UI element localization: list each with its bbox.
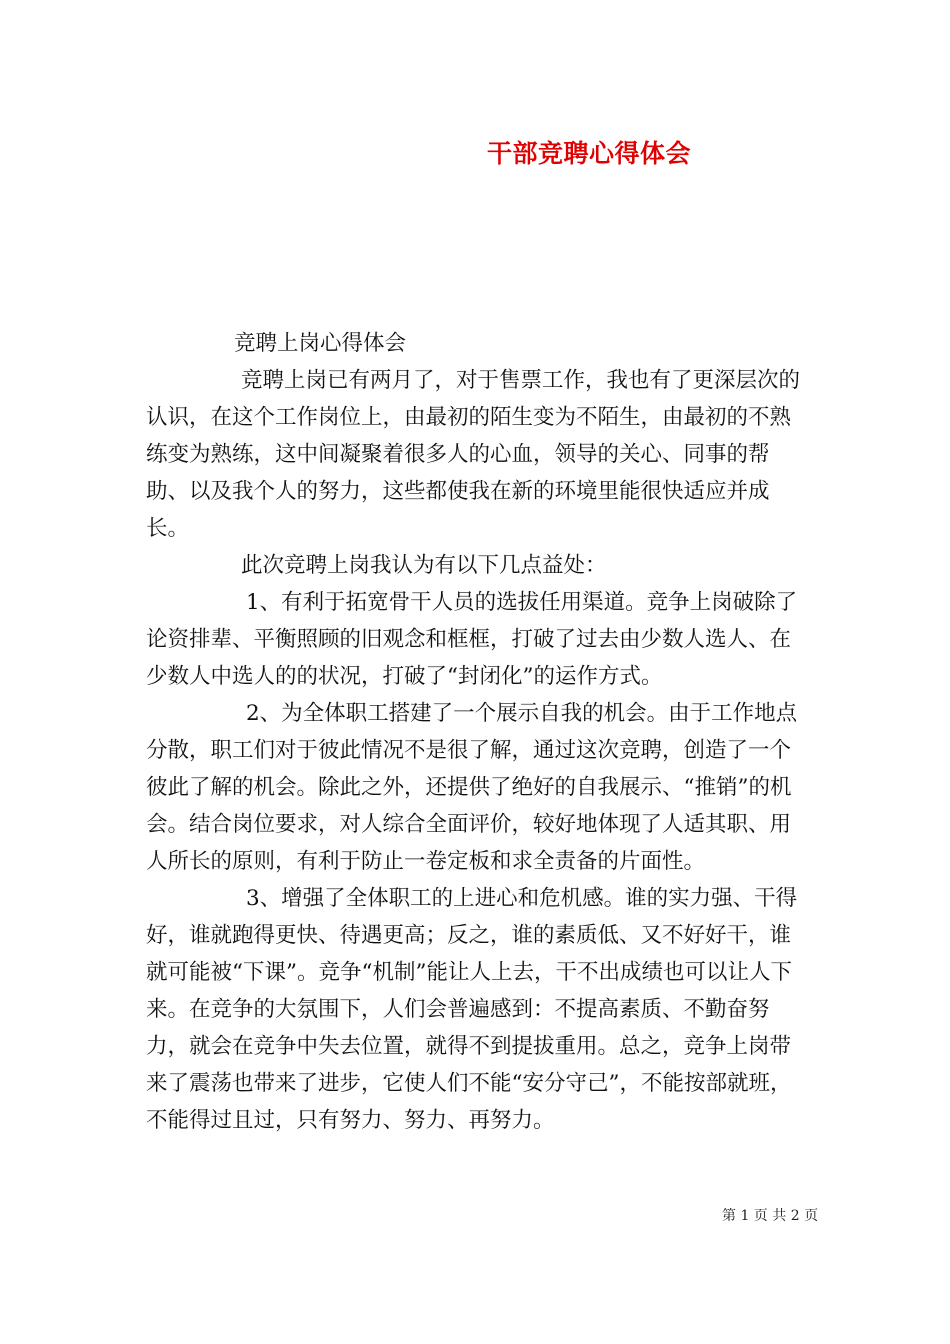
page-number: 第 1 页 共 2 页 bbox=[722, 1208, 819, 1224]
paragraph-intro: 竞聘上岗已有两月了，对于售票工作，我也有了更深层次的认识，在这个工作岗位上，由最初的陌生变为不陌生，由最初的不熟练变为熟练，这中间凝聚着很多人的心血，领导的关心、同事的帮助、以及我个人的努力，这些都使我在新的环境里能很快适应并成长。 bbox=[146, 368, 801, 541]
paragraph-benefit-2: 2、为全体职工搭建了一个展示自我的机会。由于工作地点分散，职工们对于彼此情况不是很了解，通过这次竞聘，创造了一个彼此了解的机会。除此之外，还提供了绝好的自我展示、“推销”的机会。结合岗位要求，对人综合全面评价，较好地体现了人适其职、用人所长的原则，有利于防止一卷定板和求全责备的片面性。 bbox=[146, 701, 798, 874]
document-title: 干部竞聘心得体会 bbox=[487, 139, 692, 168]
section-heading: 竞聘上岗心得体会 bbox=[234, 331, 407, 356]
paragraph-benefits-lead: 此次竞聘上岗我认为有以下几点益处： bbox=[241, 553, 607, 578]
document-body bbox=[146, 325, 812, 1139]
paragraph-benefit-1: 1、有利于拓宽骨干人员的选拔任用渠道。竞争上岗破除了论资排辈、平衡照顾的旧观念和框框，打破了过去由少数人选人、在少数人中选人的的状况，打破了“封闭化”的运作方式。 bbox=[146, 590, 798, 689]
paragraph-benefit-3: 3、增强了全体职工的上进心和危机感。谁的实力强、干得好，谁就跑得更快、待遇更高；反之，谁的素质低、又不好好干，谁就可能被“下课”。竞争“机制”能让人上去，干不出成绩也可以让人下来。在竞争的大氛围下，人们会普遍感到：不提高素质、不勤奋努力，就会在竞争中失去位置，就得不到提拔重用。总之，竞争上岗带来了震荡也带来了进步，它使人们不能“安分守己”，不能按部就班，不能得过且过，只有努力、努力、再努力。 bbox=[146, 886, 798, 1133]
